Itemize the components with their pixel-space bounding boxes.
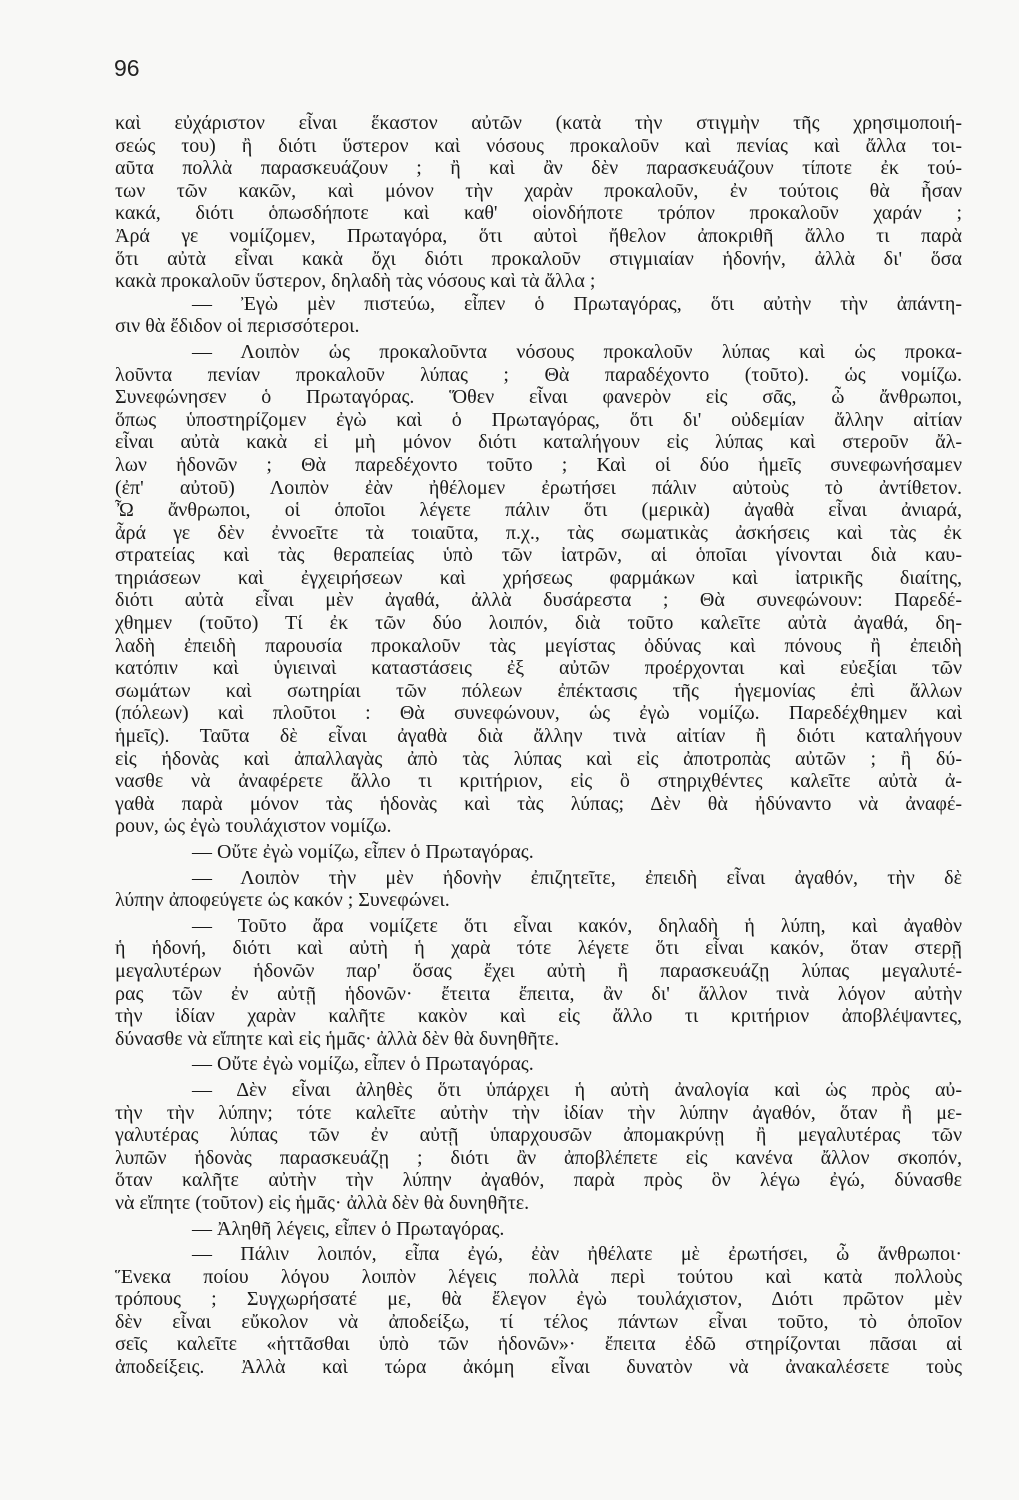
text-line: τηριάσεων καὶ ἐγχειρήσεων καὶ χρήσεως φαρμάκων καὶ ἰατρικῆς διαίτης, bbox=[115, 566, 962, 589]
text-line: λων ἡδονῶν ; Θὰ παρεδέχοντο τοῦτο ; Καὶ οἱ δύο ἡμεῖς συνεφωνήσαμεν bbox=[115, 453, 962, 476]
text-line: τρόπους ; Συγχωρήσατέ με, θὰ ἔλεγον ἐγὼ τουλάχιστον, Διότι πρῶτον μὲν bbox=[115, 1288, 962, 1311]
text-line: Ἕνεκα ποίου λόγου λοιπὸν λέγεις πολλὰ περὶ τούτου καὶ κατὰ πολλοὺς bbox=[115, 1265, 962, 1288]
text-line: μεγαλυτέρων ἡδονῶν παρ' ὅσας ἔχει αὐτὴ ἢ παρασκευάζῃ λύπας μεγαλυτέ- bbox=[115, 959, 962, 982]
text-line: νὰ εἴπητε (τοῦτον) εἰς ἡμᾶς· ἀλλὰ δὲν θὰ δυνηθῆτε. bbox=[115, 1191, 530, 1214]
text-line: δύνασθε νὰ εἴπητε καὶ εἰς ἡμᾶς· ἀλλὰ δὲν θὰ δυνηθῆτε. bbox=[115, 1027, 560, 1050]
page-number: 96 bbox=[114, 55, 140, 81]
text-line: χθημεν (τοῦτο) Τί ἐκ τῶν δύο λοιπόν, διὰ τοῦτο καλεῖτε αὐτὰ ἀγαθά, δη- bbox=[115, 612, 962, 635]
text-line: ὅτι αὐτὰ εἶναι κακὰ ὄχι διότι προκαλοῦν στιγμιαίαν ἡδονήν, ἀλλὰ δι' ὅσα bbox=[115, 247, 962, 270]
text-line: λοῦντα πενίαν προκαλοῦν λύπας ; Θὰ παραδέχοντο (τοῦτο). ὡς νομίζω. bbox=[115, 363, 962, 386]
text-line: — Τοῦτο ἄρα νομίζετε ὅτι εἶναι κακόν, δηλαδὴ ἡ λύπη, καὶ ἀγαθὸν bbox=[192, 914, 962, 937]
text-line: ἡμεῖς). Ταῦτα δὲ εἶναι ἀγαθὰ διὰ ἄλλην τινὰ αἰτίαν ἢ διότι καταλήγουν bbox=[115, 725, 962, 748]
text-line: τὴν τὴν λύπην; τότε καλεῖτε αὐτὴν τὴν ἰδίαν τὴν λύπην ἀγαθόν, ὅταν ἢ με- bbox=[115, 1101, 962, 1124]
text-line: λαδὴ ἐπειδὴ παρουσία προκαλοῦν τὰς μεγίστας ὀδύνας καὶ πόνους ἢ ἐπειδὴ bbox=[115, 634, 962, 657]
text-line: — Λοιπὸν τὴν μὲν ἡδονὴν ἐπιζητεῖτε, ἐπειδὴ εἶναι ἀγαθόν, τὴν δὲ bbox=[192, 866, 962, 889]
text-line: κακὰ προκαλοῦν ὕστερον, δηλαδὴ τὰς νόσους καὶ τὰ ἄλλα ; bbox=[115, 270, 596, 293]
text-line: — Λοιπὸν ὡς προκαλοῦντα νόσους προκαλοῦν λύπας καὶ ὡς προκα- bbox=[192, 340, 962, 363]
text-line: Ὦ ἄνθρωποι, οἱ ὁποῖοι λέγετε πάλιν ὅτι (μερικὰ) ἀγαθὰ εἶναι ἀνιαρά, bbox=[115, 499, 962, 522]
text-line: (ἐπ' αὐτοῦ) Λοιπὸν ἐὰν ἠθέλομεν ἐρωτήσει πάλιν αὐτοὺς τὸ ἀντίθετον. bbox=[115, 476, 962, 499]
text-line: ἀποδείξεις. Ἀλλὰ καὶ τώρα ἀκόμη εἶναι δυνατὸν νὰ ἀνακαλέσετε τοὺς bbox=[115, 1356, 962, 1379]
text-line: ρας τῶν ἐν αὐτῇ ἡδονῶν· ἔτειτα ἔπειτα, ἂν δι' ἄλλον τινὰ λόγον αὐτὴν bbox=[115, 982, 962, 1005]
text-line: διότι αὐτὰ εἶναι μὲν ἀγαθά, ἀλλὰ δυσάρεστα ; Θὰ συνεφώνουν: Παρεδέ- bbox=[115, 589, 962, 612]
text-line: ὅπως ὑποστηρίζομεν ἐγὼ καὶ ὁ Πρωταγόρας, ὅτι δι' οὐδεμίαν ἄλλην αἰτίαν bbox=[115, 408, 962, 431]
text-line: Ἀρά γε νομίζομεν, Πρωταγόρα, ὅτι αὐτοὶ ἤθελον ἀποκριθῆ ἄλλο τι παρὰ bbox=[115, 224, 962, 247]
text-line: ἡ ἡδονή, διότι καὶ αὐτὴ ἡ χαρὰ τότε λέγετε ὅτι εἶναι κακόν, ὅταν στερῇ bbox=[115, 937, 962, 960]
text-line: Συνεφώνησεν ὁ Πρωταγόρας. Ὅθεν εἶναι φανερὸν εἰς σᾶς, ὦ ἄνθρωποι, bbox=[115, 386, 962, 409]
text-line: τὴν ἰδίαν χαρὰν καλῆτε κακὸν καὶ εἰς ἄλλο τι κριτήριον ἀποβλέψαντες, bbox=[115, 1005, 962, 1028]
text-line: — Οὔτε ἐγὼ νομίζω, εἶπεν ὁ Πρωταγόρας. bbox=[192, 1053, 534, 1076]
text-line: σεώς του) ἢ διότι ὕστερον καὶ νόσους προκαλοῦν καὶ πενίας καὶ ἄλλα τοι- bbox=[115, 134, 962, 157]
text-line: ἆρά γε δὲν ἐννοεῖτε τὰ τοιαῦτα, π.χ., τὰς σωματικὰς ἀσκήσεις καὶ τὰς ἐκ bbox=[115, 521, 962, 544]
body-text bbox=[115, 112, 962, 1379]
text-line: — Πάλιν λοιπόν, εἶπα ἐγώ, ἐὰν ἠθέλατε μὲ ἐρωτήσει, ὦ ἄνθρωποι· bbox=[192, 1243, 962, 1266]
text-line: κακά, διότι ὁπωσδήποτε καὶ καθ' οἱονδήποτε τρόπον προκαλοῦν χαράν ; bbox=[115, 202, 962, 225]
text-line: — Οὔτε ἐγὼ νομίζω, εἶπεν ὁ Πρωταγόρας. bbox=[192, 841, 534, 863]
text-line: σεῖς καλεῖτε «ἡττᾶσθαι ὑπὸ τῶν ἡδονῶν»· ἔπειτα ἐδῶ στηρίζονται πᾶσαι αἱ bbox=[115, 1333, 962, 1356]
text-line: λυπῶν ἡδονὰς παρασκευάζῃ ; διότι ἂν ἀποβλέπετε εἰς κανένα ἄλλον σκοπόν, bbox=[115, 1146, 962, 1169]
text-line: ρουν, ὡς ἐγὼ τουλάχιστον νομίζω. bbox=[115, 815, 392, 838]
text-line: — Δὲν εἶναι ἀληθὲς ὅτι ὑπάρχει ἡ αὐτὴ ἀναλογία καὶ ὡς πρὸς αὐ- bbox=[192, 1078, 962, 1101]
text-line: κατόπιν καὶ ὑγιειναὶ καταστάσεις ἐξ αὐτῶν προέρχονται καὶ εὐεξίαι τῶν bbox=[115, 657, 962, 680]
text-line: σωμάτων καὶ σωτηρίαι τῶν πόλεων ἐπέκτασις τῆς ἡγεμονίας ἐπὶ ἄλλων bbox=[115, 679, 962, 702]
text-line: καὶ εὐχάριστον εἶναι ἕκαστον αὐτῶν (κατὰ τὴν στιγμὴν τῆς χρησιμοποιή- bbox=[115, 112, 962, 134]
text-line: αῦτα πολλὰ παρασκευάζουν ; ἢ καὶ ἂν δὲν παρασκευάζουν τίποτε ἐκ τού- bbox=[115, 157, 962, 180]
text-line: — Ἐγὼ μὲν πιστεύω, εἶπεν ὁ Πρωταγόρας, ὅτι αὐτὴν τὴν ἀπάντη- bbox=[192, 292, 962, 315]
text-line: λύπην ἀποφεύγετε ὡς κακόν ; Συνεφώνει. bbox=[115, 889, 450, 912]
text-line: γαλυτέρας λύπας τῶν ἐν αὐτῇ ὑπαρχουσῶν ἀπομακρύνῃ ἢ μεγαλυτέρας τῶν bbox=[115, 1124, 962, 1147]
text-line: των τῶν κακῶν, καὶ μόνον τὴν χαρὰν προκαλοῦν, ἐν τούτοις θὰ ἦσαν bbox=[115, 179, 962, 202]
text-line: στρατείας καὶ τὰς θεραπείας ὑπὸ τῶν ἰατρῶν, αἱ ὁποῖαι γίνονται διὰ καυ- bbox=[115, 544, 962, 567]
text-line: (πόλεων) καὶ πλοῦτοι : Θὰ συνεφώνουν, ὡς ἐγὼ νομίζω. Παρεδέχθημεν καὶ bbox=[115, 702, 962, 725]
text-line: ὅταν καλῆτε αὐτὴν τὴν λύπην ἀγαθόν, παρὰ πρὸς ὃν λέγω ἐγώ, δύνασθε bbox=[115, 1169, 962, 1192]
text-line: γαθὰ παρὰ μόνον τὰς ἡδονὰς καὶ τὰς λύπας; Δὲν θὰ ἠδύναντο νὰ ἀναφέ- bbox=[115, 792, 962, 815]
text-line: σιν θὰ ἔδιδον οἱ περισσότεροι. bbox=[115, 315, 360, 338]
text-line: δὲν εἶναι εὔκολον νὰ ἀποδείξω, τί τέλος πάντων εἶναι τοῦτο, τὸ ὁποῖον bbox=[115, 1310, 962, 1333]
text-line: νασθε νὰ ἀναφέρετε ἄλλο τι κριτήριον, εἰς ὃ στηριχθέντες καλεῖτε αὐτὰ ἀ- bbox=[115, 770, 962, 793]
text-line: — Ἀληθῆ λέγεις, εἶπεν ὁ Πρωταγόρας. bbox=[192, 1217, 505, 1240]
text-line: εἶναι αὐτὰ κακὰ εἰ μὴ μόνον διότι καταλήγουν εἰς λύπας καὶ στεροῦν ἄλ- bbox=[115, 431, 962, 454]
text-line: εἰς ἡδονὰς καὶ ἀπαλλαγὰς ἀπὸ τὰς λύπας καὶ εἰς ἀποτροπὰς αὐτῶν ; ἢ δύ- bbox=[115, 747, 962, 770]
